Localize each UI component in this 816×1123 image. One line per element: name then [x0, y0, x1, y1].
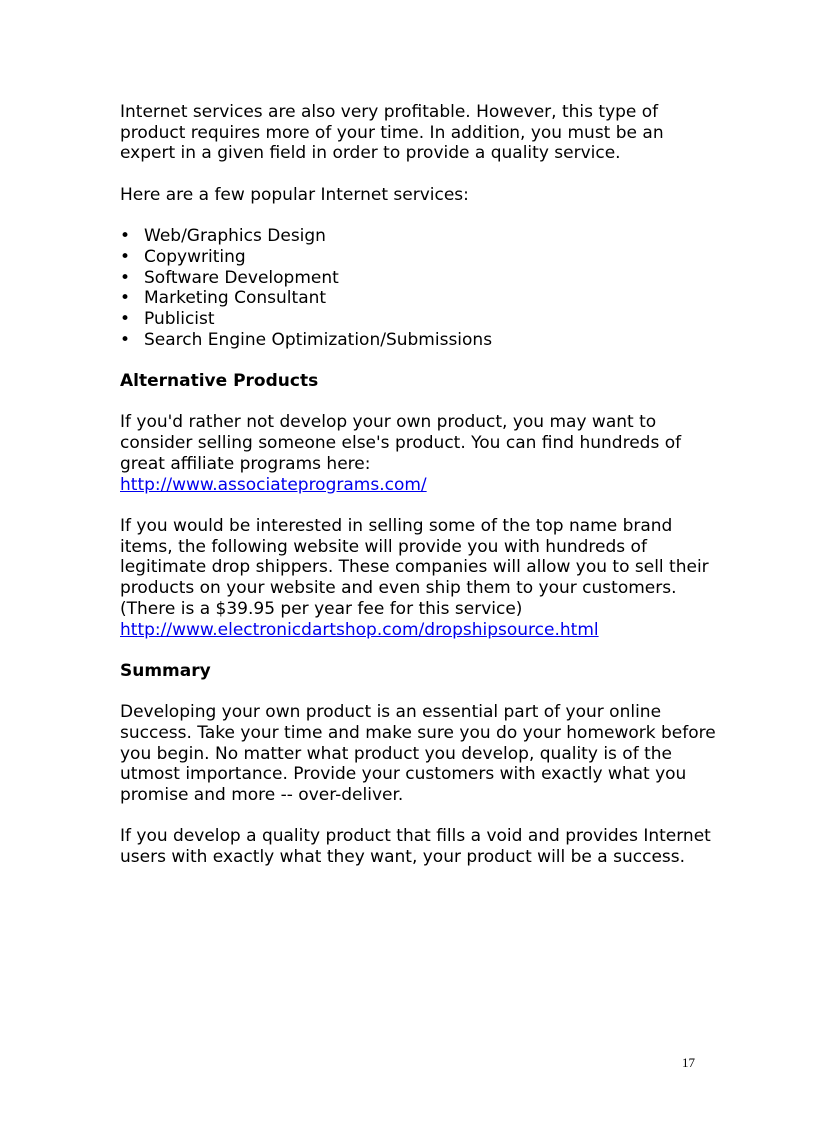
list-item-label: Software Development — [144, 267, 339, 288]
alternative-products-heading: Alternative Products — [120, 371, 319, 392]
bullet-icon: • — [120, 329, 131, 350]
intro-paragraph: Internet services are also very profitable. However, this type of product requires more of your time. In addition, you must be an expert in a given field in order to provide a quality service. — [120, 102, 664, 164]
associateprograms-link[interactable]: http://www.associateprograms.com/ — [120, 474, 427, 495]
bullet-icon: • — [120, 309, 131, 329]
summary-heading: Summary — [120, 660, 211, 681]
list-item — [120, 268, 720, 289]
bullet-icon: • — [120, 288, 131, 309]
list-item-label: Marketing Consultant — [144, 288, 327, 309]
list-item-label: Publicist — [144, 309, 215, 329]
list-item-label: Copywriting — [144, 246, 246, 267]
dropshipsource-link[interactable]: http://www.electronicdartshop.com/dropshipsource.html — [120, 619, 599, 640]
list-item — [120, 309, 720, 330]
list-item — [120, 288, 720, 309]
alternative-paragraph-2: If you would be interested in selling some of the top name brand items, the following website will provide you with hundreds of legitimate drop shippers. These companies will allow you to sell their products on your website and even ship them to your customers. (There is a $39.95 per year fee for this service) — [120, 515, 709, 619]
page-number: 17 — [682, 1055, 695, 1070]
services-intro: Here are a few popular Internet services: — [120, 184, 469, 205]
list-item-label: Search Engine Optimization/Submissions — [144, 329, 493, 350]
bullet-icon: • — [120, 246, 131, 267]
list-item — [120, 247, 720, 268]
alternative-paragraph-1: If you'd rather not develop your own product, you may want to consider selling someone else's product. You can find hundreds of great affiliate programs here: — [120, 412, 682, 474]
page-content — [120, 102, 720, 889]
services-list — [120, 226, 720, 350]
summary-paragraph-1: Developing your own product is an essential part of your online success. Take your time and make sure you do your homework before you begin. No matter what product you develop, quality is of the utmost importance. Provide your customers with exactly what you promise and more -- over-deliver. — [120, 702, 716, 806]
list-item — [120, 330, 720, 351]
bullet-icon: • — [120, 226, 131, 247]
list-item-label: Web/Graphics Design — [144, 226, 326, 247]
list-item — [120, 226, 720, 247]
bullet-icon: • — [120, 267, 131, 288]
summary-paragraph-2: If you develop a quality product that fills a void and provides Internet users with exactly what they want, your product will be a success. — [120, 826, 711, 868]
